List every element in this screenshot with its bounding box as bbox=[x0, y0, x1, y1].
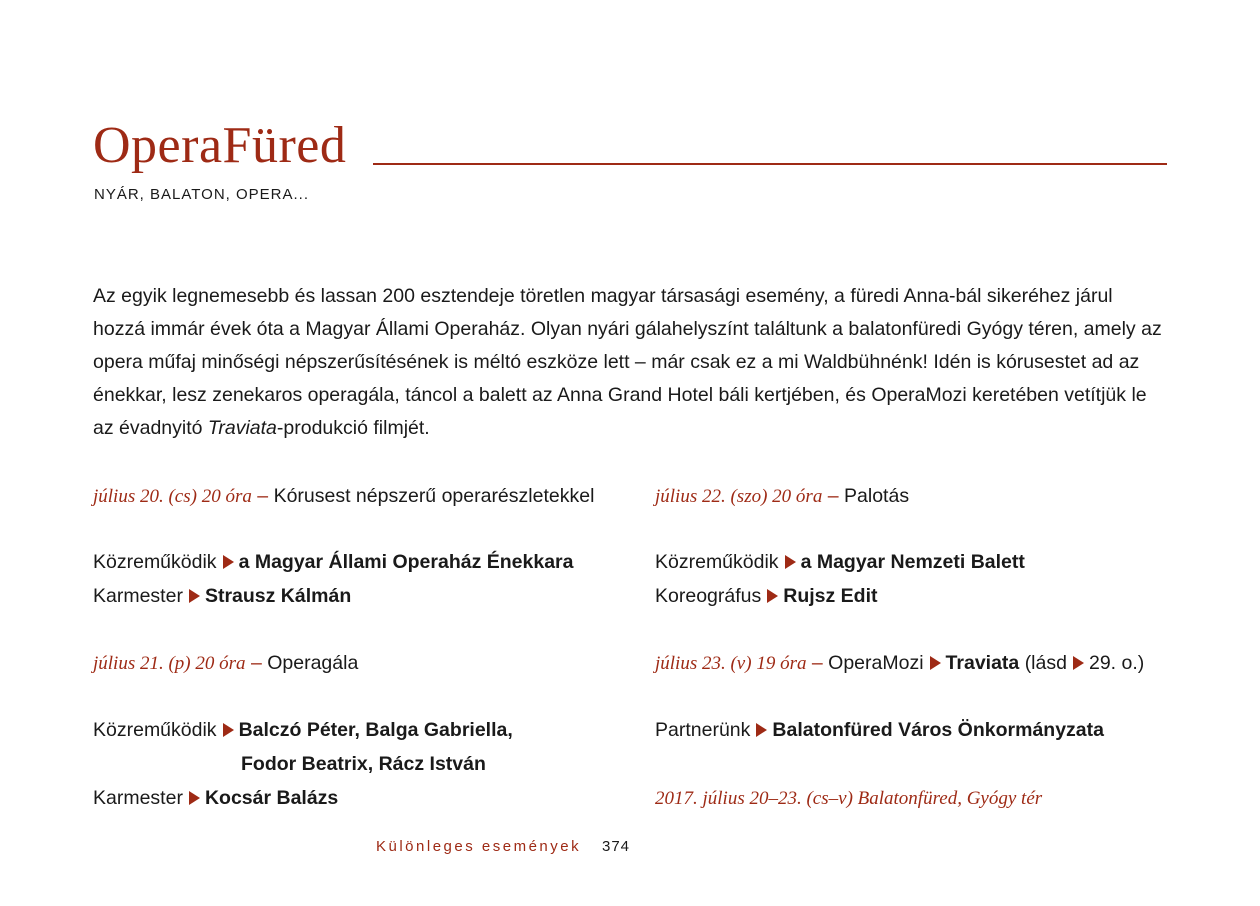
event-2-performers-line-1: Balczó Péter, Balga Gabriella, bbox=[238, 719, 513, 741]
arrow-icon bbox=[1073, 656, 1084, 670]
event-1-conductor-label: Karmester bbox=[93, 585, 183, 607]
partner-row bbox=[655, 718, 1104, 742]
arrow-icon bbox=[223, 723, 234, 737]
event-2-title: Operagála bbox=[267, 652, 359, 674]
event-3-date: július 22. (szo) 20 óra bbox=[655, 486, 823, 507]
intro-title-italic: Traviata bbox=[207, 417, 277, 439]
event-3-performer-label: Közreműködik bbox=[655, 551, 779, 573]
event-3-performer: a Magyar Nemzeti Balett bbox=[800, 551, 1025, 573]
event-2-performer-row bbox=[93, 718, 513, 742]
event-1-performer-row bbox=[93, 550, 573, 574]
arrow-icon bbox=[785, 555, 796, 569]
event-2-conductor-row bbox=[93, 786, 338, 810]
event-2-dash: – bbox=[250, 652, 262, 674]
partner-name: Balatonfüred Város Önkormányzata bbox=[772, 719, 1104, 741]
event-2-performer-row-2 bbox=[241, 752, 486, 776]
event-1-performer-label: Közreműködik bbox=[93, 551, 217, 573]
event-1-performer: a Magyar Állami Operaház Énekkara bbox=[238, 551, 574, 573]
intro-text-2: -produkció filmjét. bbox=[276, 417, 430, 439]
event-1-heading bbox=[93, 484, 594, 509]
event-3-title: Palotás bbox=[844, 485, 910, 507]
event-1-title: Kórusest népszerű operarészletekkel bbox=[273, 485, 595, 507]
intro-paragraph bbox=[93, 280, 1168, 445]
page-number: 374 bbox=[602, 838, 631, 855]
event-3-heading bbox=[655, 484, 909, 509]
event-1-dash: – bbox=[257, 485, 269, 507]
event-4-see-prefix: (lásd bbox=[1024, 652, 1067, 674]
event-4-title: OperaMozi bbox=[828, 652, 924, 674]
event-3-dash: – bbox=[827, 485, 839, 507]
event-summary-row bbox=[655, 786, 1042, 811]
event-4-date: július 23. (v) 19 óra bbox=[655, 653, 807, 674]
event-3-choreographer-row bbox=[655, 584, 878, 608]
event-4-dash: – bbox=[811, 652, 823, 674]
footer-section-name: Különleges események bbox=[376, 838, 582, 855]
page-title: OperaFüred bbox=[93, 117, 347, 174]
arrow-icon bbox=[756, 723, 767, 737]
event-1-conductor: Strausz Kálmán bbox=[204, 585, 352, 607]
arrow-icon bbox=[189, 589, 200, 603]
intro-text-1: Az egyik legnemesebb és lassan 200 esztendeje töretlen magyar társasági esemény, a füredi Anna-bál sikeréhez járul hozzá immár évek óta a Magyar Állami Operaház. Olyan nyári gálahelyszínt találtunk a balatonfüredi Gyógy téren, amely az opera műfaj minőségi népszerűsítésének is méltó eszköze lett – már csak ez a mi Waldbühnénk! Idén is kórusestet ad az énekkar, lesz zenekaros operagála, táncol a balett az Anna Grand Hotel báli kertjében, és OperaMozi keretében vetítjük le az évadnyitó bbox=[93, 285, 1162, 439]
arrow-icon bbox=[223, 555, 234, 569]
event-2-conductor: Kocsár Balázs bbox=[204, 787, 339, 809]
arrow-icon bbox=[930, 656, 941, 670]
event-1-conductor-row bbox=[93, 584, 351, 608]
title-rule bbox=[373, 163, 1167, 165]
event-2-performers-line-2: Fodor Beatrix, Rácz István bbox=[241, 753, 486, 775]
event-4-see-page: 29. o.) bbox=[1088, 652, 1145, 674]
event-2-date: július 21. (p) 20 óra bbox=[93, 653, 246, 674]
arrow-icon bbox=[767, 589, 778, 603]
event-3-choreographer: Rujsz Edit bbox=[783, 585, 878, 607]
page-subtitle: NYÁR, BALATON, OPERA... bbox=[94, 186, 309, 203]
event-4-film: Traviata bbox=[945, 652, 1020, 674]
event-summary: 2017. július 20–23. (cs–v) Balatonfüred, Gyógy tér bbox=[655, 788, 1043, 809]
event-3-choreographer-label: Koreográfus bbox=[655, 585, 762, 607]
event-3-performer-row bbox=[655, 550, 1025, 574]
event-1-date: július 20. (cs) 20 óra bbox=[93, 486, 252, 507]
partner-label: Partnerünk bbox=[655, 719, 751, 741]
event-2-heading bbox=[93, 651, 358, 676]
arrow-icon bbox=[189, 791, 200, 805]
event-4-heading bbox=[655, 651, 1144, 676]
event-2-conductor-label: Karmester bbox=[93, 787, 183, 809]
event-2-performer-label: Közreműködik bbox=[93, 719, 217, 741]
